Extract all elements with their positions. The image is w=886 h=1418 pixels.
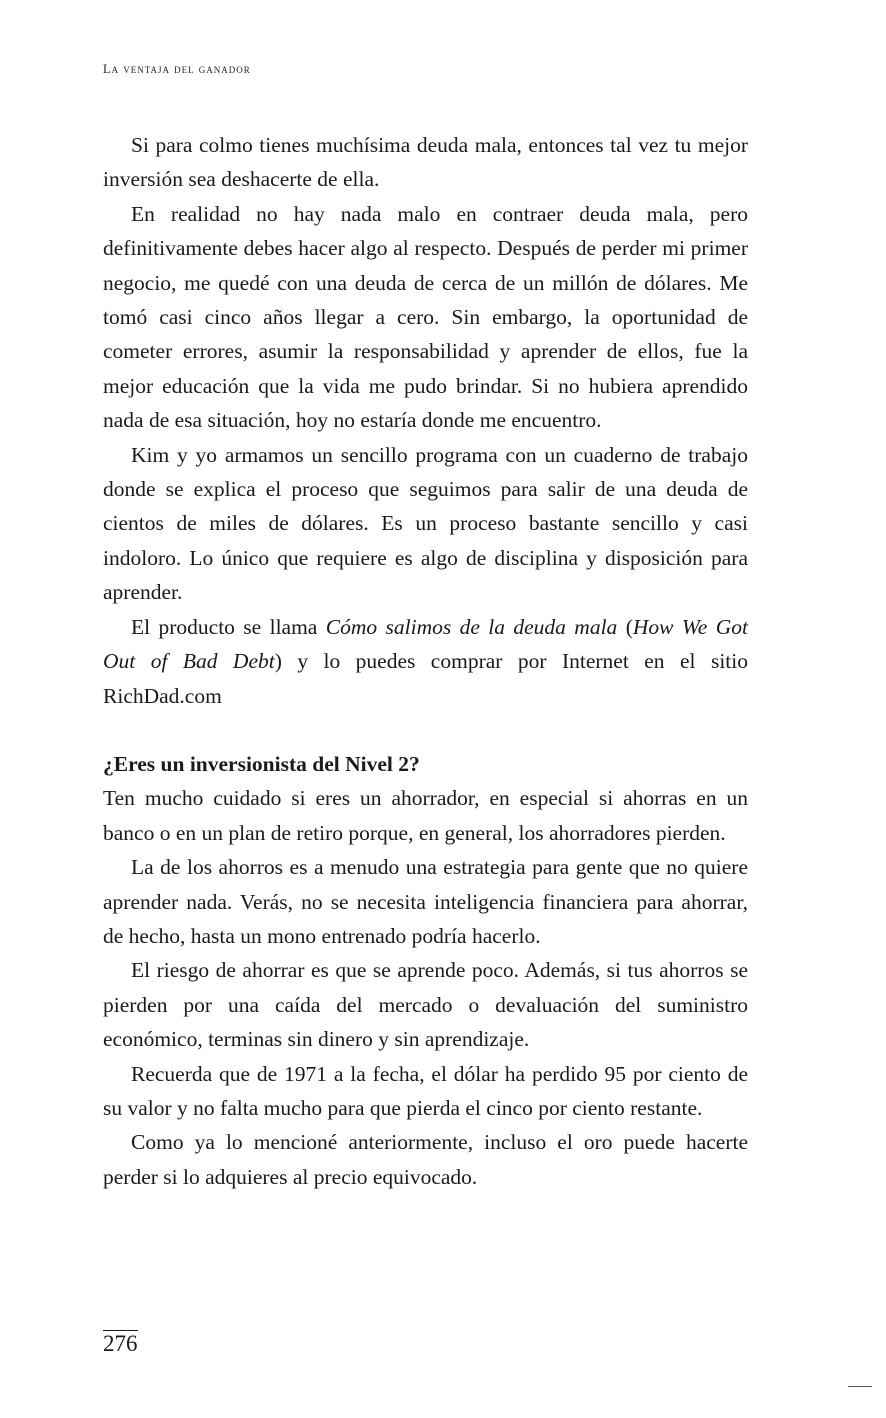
- paragraph: Si para colmo tienes muchísima deuda mala, entonces tal vez tu mejor inversión sea deshacerte de ella.: [103, 133, 748, 192]
- paragraph: Ten mucho cuidado si eres un ahorrador, en especial si ahorras en un banco o en un plan de retiro porque, en general, los ahorradores pierden.: [103, 786, 748, 845]
- paragraph: En realidad no hay nada malo en contraer deuda mala, pero definitivamente debes hacer algo al respecto. Después de perder mi primer negocio, me quedé con una deuda de cerca de un millón de dólares. Me tomó casi cinco años llegar a cero. Sin embargo, la oportunidad de cometer errores, asumir la responsabilidad y aprender de ellos, fue la mejor educación que la vida me pudo brindar. Si no hubiera aprendido nada de esa situación, hoy no estaría donde me encuentro.: [103, 201, 748, 433]
- section-heading: ¿Eres un inversionista del Nivel 2?: [103, 751, 420, 776]
- paragraph: El riesgo de ahorrar es que se aprende poco. Además, si tus ahorros se pierden por una caída del mercado o devaluación del suministro económico, terminas sin dinero y sin aprendizaje.: [103, 958, 748, 1052]
- body-text: [103, 128, 748, 1194]
- product-title-en: How We Got Out of Bad Debt: [103, 614, 748, 674]
- product-text-after: ) y lo puedes comprar por Internet en el sitio RichDad.com: [103, 649, 748, 708]
- paragraph: Recuerda que de 1971 a la fecha, el dólar ha perdido 95 por ciento de su valor y no falta mucho para que pierda el cinco por ciento restante.: [103, 1061, 748, 1120]
- product-paragraph: [103, 610, 748, 713]
- edge-mark: [848, 1386, 872, 1387]
- paragraph: Como ya lo mencioné anteriormente, incluso el oro puede hacerte perder si lo adquieres al precio equivocado.: [103, 1130, 748, 1189]
- paragraph: La de los ahorros es a menudo una estrategia para gente que no quiere aprender nada. Verás, no se necesita inteligencia financiera para ahorrar, de hecho, hasta un mono entrenado podría hacerlo.: [103, 855, 748, 948]
- product-title-es: Cómo salimos de la deuda mala: [325, 614, 618, 639]
- paragraph: Kim y yo armamos un sencillo programa con un cuaderno de trabajo donde se explica el proceso que seguimos para salir de una deuda de cientos de miles de dólares. Es un proceso bastante sencillo y casi indoloro. Lo único que requiere es algo de disciplina y disposición para aprender.: [103, 442, 748, 605]
- product-text-middle: (: [617, 614, 633, 639]
- product-text-before: El producto se llama: [131, 614, 326, 639]
- running-head: La ventaja del ganador: [103, 62, 251, 76]
- page-number: 276: [103, 1331, 138, 1356]
